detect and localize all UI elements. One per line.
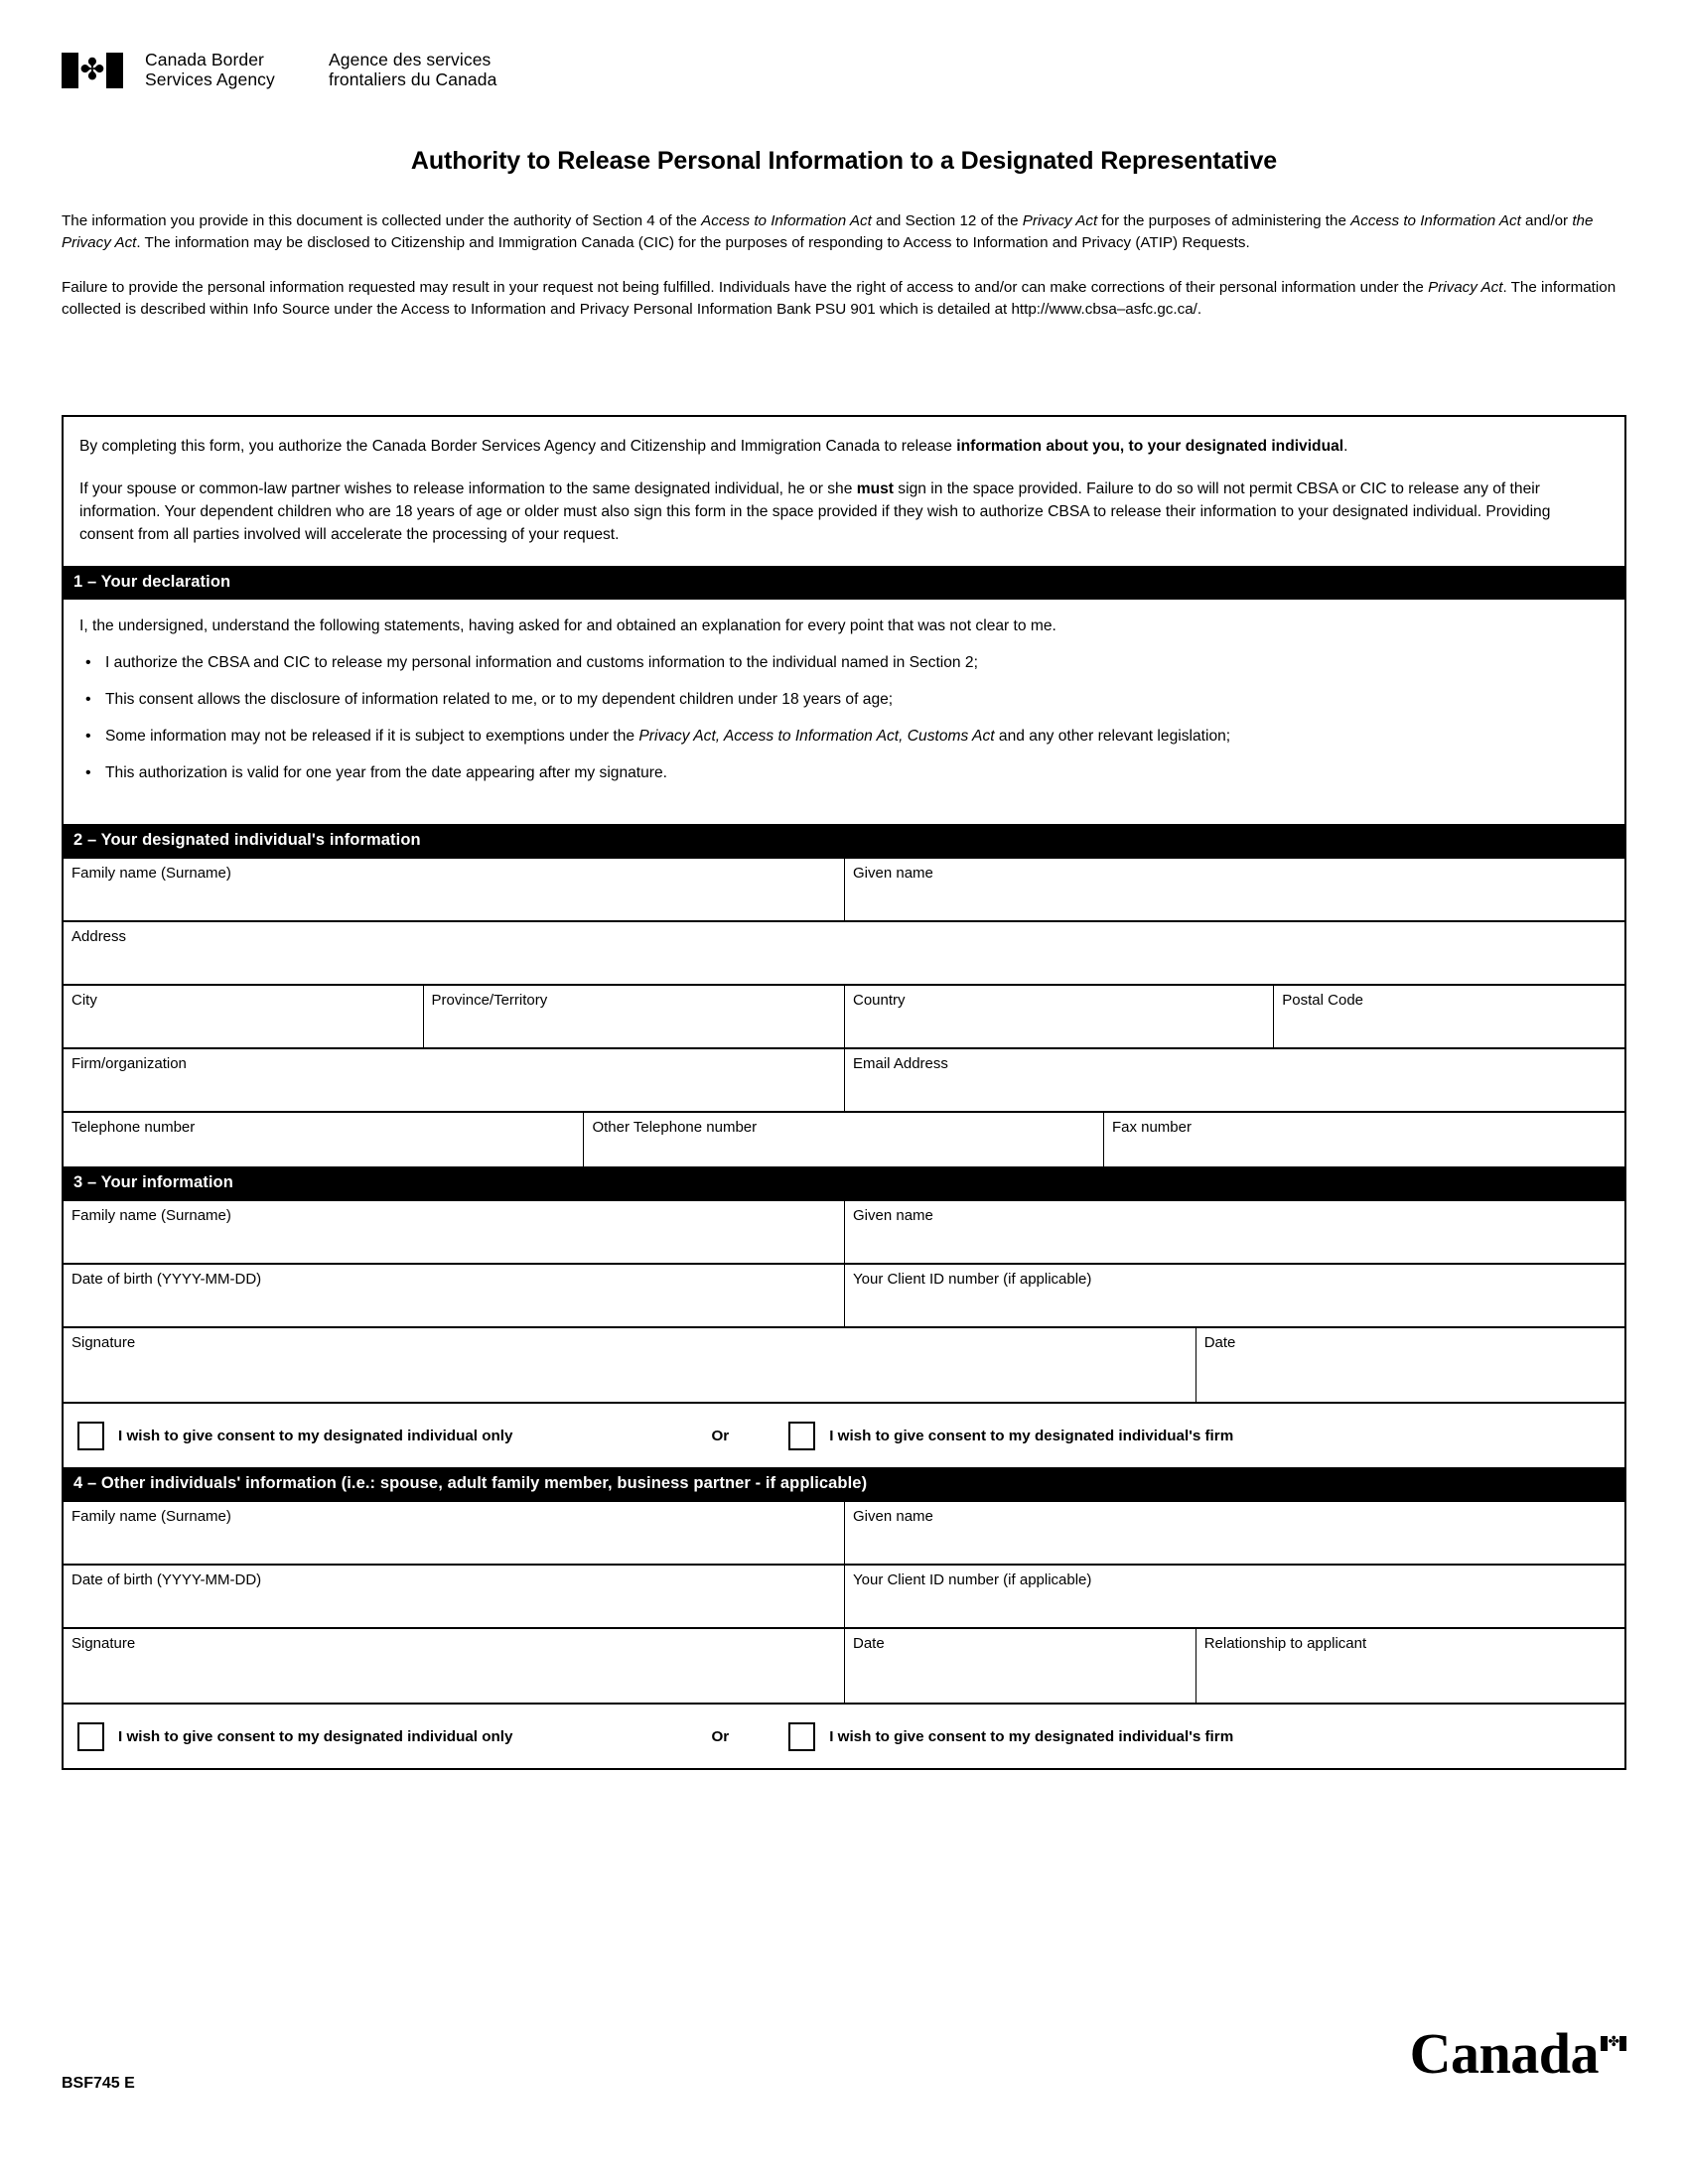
pn1-b: and Section 12 of the — [871, 212, 1023, 229]
field-label: Signature — [71, 1635, 136, 1652]
field-label: Email Address — [853, 1055, 948, 1072]
field-label: Family name (Surname) — [71, 1207, 231, 1224]
form-body — [62, 415, 1626, 1770]
field-label: Your Client ID number (if applicable) — [853, 1571, 1092, 1588]
checkbox-label: I wish to give consent to my designated individual only — [118, 1427, 513, 1444]
field-label: Firm/organization — [71, 1055, 187, 1072]
field-signature-date-applicant[interactable] — [1196, 1328, 1624, 1402]
an1-b: information about you, to your designated individual — [956, 438, 1344, 455]
checkbox-label: I wish to give consent to my designated individual's firm — [829, 1727, 1234, 1745]
bullet-2-text: This consent allows the disclosure of information related to me, or to my dependent children under 18 years of age; — [105, 691, 894, 708]
field-label: Date — [1203, 1334, 1236, 1351]
flag-right-bar — [106, 53, 123, 88]
field-client-id-other[interactable] — [844, 1566, 1624, 1627]
list-item — [79, 688, 1609, 711]
table-row — [64, 1564, 1624, 1627]
pn1-e: . The information may be disclosed to Citizenship and Immigration Canada (CIC) for the purposes of responding to Access to Information and Privacy (ATIP) Requests. — [136, 233, 1250, 251]
field-label: Country — [852, 992, 906, 1009]
agency-name-french-line1: Agence des services — [329, 50, 492, 69]
wordmark-flag-left-bar — [1601, 2036, 1608, 2051]
an2-b: must — [856, 480, 894, 497]
flag-left-bar — [62, 53, 78, 88]
bullet-1-text: I authorize the CBSA and CIC to release my personal information and customs information to the individual named in Section 2; — [105, 654, 978, 671]
section-4-header: 4 – Other individuals' information (i.e.: spouse, adult family member, business partner - if applicable) — [64, 1467, 1624, 1501]
agency-name-french-line2: frontaliers du Canada — [329, 69, 497, 89]
pn1-i3: Access to Information Act — [1350, 212, 1521, 229]
cbsa-signature — [62, 50, 587, 89]
field-label: Telephone number — [71, 1119, 196, 1136]
bullet-3-post: and any other relevant legislation; — [994, 728, 1231, 745]
privacy-notice-paragraph-2 — [62, 277, 1626, 320]
an1-c: . — [1343, 438, 1348, 455]
field-fax-number[interactable] — [1103, 1113, 1624, 1166]
section-1-declaration — [64, 600, 1624, 824]
field-date-of-birth-other[interactable] — [64, 1566, 844, 1627]
field-family-name-applicant[interactable] — [64, 1201, 844, 1263]
field-signature-date-other[interactable] — [844, 1629, 1196, 1703]
table-row — [64, 984, 1624, 1047]
pn2-a: Failure to provide the personal information requested may result in your request not being fulfilled. Individuals have the right of access to and/or can make corrections of their personal information under the — [62, 279, 1429, 296]
field-label: Address — [71, 928, 127, 945]
authorization-notice — [64, 417, 1624, 566]
field-label: Fax number — [1111, 1119, 1192, 1136]
field-label: Province/Territory — [431, 992, 548, 1009]
page-title: Authority to Release Personal Information to a Designated Representative — [410, 147, 1278, 175]
wordmark-flag-right-bar — [1619, 2036, 1626, 2051]
agency-name-english-line1: Canada Border — [145, 50, 264, 69]
checkbox-label: I wish to give consent to my designated individual's firm — [829, 1427, 1234, 1444]
an2-a: If your spouse or common-law partner wishes to release information to the same designated individual, he or she — [79, 480, 857, 497]
canada-wordmark-text: Canada — [1409, 2021, 1599, 2086]
field-firm-organization[interactable] — [64, 1049, 844, 1111]
pn2-b: . The information collected is described within Info Source under the Access to Information and Privacy Personal Information Bank PSU 901 which is detailed at http://www.cbsa–asfc.gc.ca/. — [62, 279, 1617, 318]
authorization-notice-paragraph-2 — [79, 478, 1609, 546]
bullet-4-text: This authorization is valid for one year from the date appearing after my signature. — [105, 764, 668, 781]
checkbox-consent-firm-applicant[interactable] — [788, 1422, 815, 1450]
agency-name-french — [329, 50, 587, 89]
field-telephone-number[interactable] — [64, 1113, 583, 1166]
declaration-lead: I, the undersigned, understand the following statements, having asked for and obtained an explanation for every point that was not clear to me. — [79, 617, 1056, 634]
table-row — [64, 1627, 1624, 1703]
checkbox-label: I wish to give consent to my designated individual only — [118, 1727, 513, 1745]
wordmark-maple-leaf-icon: ✤ — [1608, 2034, 1619, 2050]
table-row — [64, 1326, 1624, 1402]
checkbox-consent-firm-other[interactable] — [788, 1722, 815, 1751]
consent-options-other — [64, 1703, 1624, 1768]
agency-name-english-line2: Services Agency — [145, 69, 275, 89]
field-signature-other[interactable] — [64, 1629, 844, 1703]
list-item — [79, 761, 1609, 784]
table-row — [64, 858, 1624, 920]
field-label: Signature — [71, 1334, 136, 1351]
an1-a: By completing this form, you authorize the Canada Border Services Agency and Citizenship and Immigration Canada to release — [79, 438, 957, 455]
field-label: Given name — [853, 1207, 933, 1224]
field-label: Other Telephone number — [592, 1119, 758, 1136]
field-relationship-to-applicant[interactable] — [1196, 1629, 1624, 1703]
field-label: Date of birth (YYYY-MM-DD) — [71, 1271, 262, 1288]
agency-name-english — [145, 50, 329, 89]
table-row — [64, 1501, 1624, 1564]
privacy-notice — [62, 210, 1626, 320]
field-family-name-other[interactable] — [64, 1502, 844, 1564]
consent-options-applicant — [64, 1402, 1624, 1467]
pn1-a: The information you provide in this document is collected under the authority of Section 4 of the — [62, 212, 702, 229]
declaration-bullet-list — [79, 651, 1609, 784]
field-signature-applicant[interactable] — [64, 1328, 1196, 1402]
field-city-designated[interactable] — [64, 986, 423, 1047]
field-email-address[interactable] — [844, 1049, 1624, 1111]
field-other-telephone-number[interactable] — [583, 1113, 1102, 1166]
list-item — [79, 725, 1609, 748]
canada-wordmark — [1409, 2021, 1626, 2086]
pn1-i4: the Privacy Act — [62, 212, 1594, 251]
privacy-notice-paragraph-1 — [62, 210, 1626, 253]
field-given-name-other[interactable] — [844, 1502, 1624, 1564]
table-row — [64, 1047, 1624, 1111]
canada-wordmark-flag-icon — [1601, 2036, 1626, 2051]
field-given-name-designated[interactable] — [844, 859, 1624, 920]
an2-c: sign in the space provided. Failure to do so will not permit CBSA or CIC to release any of their information. Your dependent children who are 18 years of age or older must also sign this form in the space provided if they wish to authorize CBSA to release their information to your designated individual. Providing consent from all parties involved will accelerate the processing of your request. — [79, 480, 1551, 543]
field-country-designated[interactable] — [844, 986, 1273, 1047]
pn1-i2: Privacy Act — [1022, 212, 1098, 229]
section-3-header: 3 – Your information — [64, 1166, 1624, 1200]
field-client-id-applicant[interactable] — [844, 1265, 1624, 1326]
table-row — [64, 1111, 1624, 1166]
field-label: Relationship to applicant — [1203, 1635, 1367, 1652]
field-date-of-birth-applicant[interactable] — [64, 1265, 844, 1326]
field-postal-code-designated[interactable] — [1273, 986, 1624, 1047]
authorization-notice-paragraph-1 — [79, 435, 1609, 458]
field-given-name-applicant[interactable] — [844, 1201, 1624, 1263]
pn1-c: for the purposes of administering the — [1097, 212, 1351, 229]
field-label: Family name (Surname) — [71, 1508, 231, 1525]
field-label: Date — [853, 1635, 885, 1652]
field-family-name-designated[interactable] — [64, 859, 844, 920]
field-label: Date of birth (YYYY-MM-DD) — [71, 1571, 262, 1588]
bullet-3-pre: Some information may not be released if it is subject to exemptions under the — [105, 728, 639, 745]
field-label: Family name (Surname) — [71, 865, 231, 882]
section-1-header: 1 – Your declaration — [64, 566, 1624, 600]
canadian-flag-icon — [62, 53, 123, 88]
pn1-i1: Access to Information Act — [701, 212, 872, 229]
field-label: Postal Code — [1282, 992, 1363, 1009]
section-2-header: 2 – Your designated individual's information — [64, 824, 1624, 858]
table-row — [64, 1263, 1624, 1326]
checkbox-consent-individual-applicant[interactable] — [77, 1422, 104, 1450]
table-row — [64, 920, 1624, 984]
maple-leaf-icon: ✤ — [79, 54, 105, 86]
bullet-3-italic: Privacy Act, Access to Information Act, Customs Act — [638, 728, 995, 745]
checkbox-consent-individual-other[interactable] — [77, 1722, 104, 1751]
pn2-i1: Privacy Act — [1428, 279, 1503, 296]
list-item — [79, 651, 1609, 674]
table-row — [64, 1200, 1624, 1263]
field-label: City — [71, 992, 97, 1009]
field-label: Your Client ID number (if applicable) — [853, 1271, 1092, 1288]
pn1-d: and/or — [1520, 212, 1573, 229]
consent-or-label: Or — [711, 1427, 730, 1444]
consent-or-label: Or — [711, 1727, 730, 1745]
field-province-designated[interactable] — [423, 986, 844, 1047]
form-number: BSF745 E — [62, 2075, 135, 2092]
field-label: Given name — [853, 865, 933, 882]
field-address-designated[interactable] — [64, 922, 1624, 984]
field-label: Given name — [853, 1508, 933, 1525]
